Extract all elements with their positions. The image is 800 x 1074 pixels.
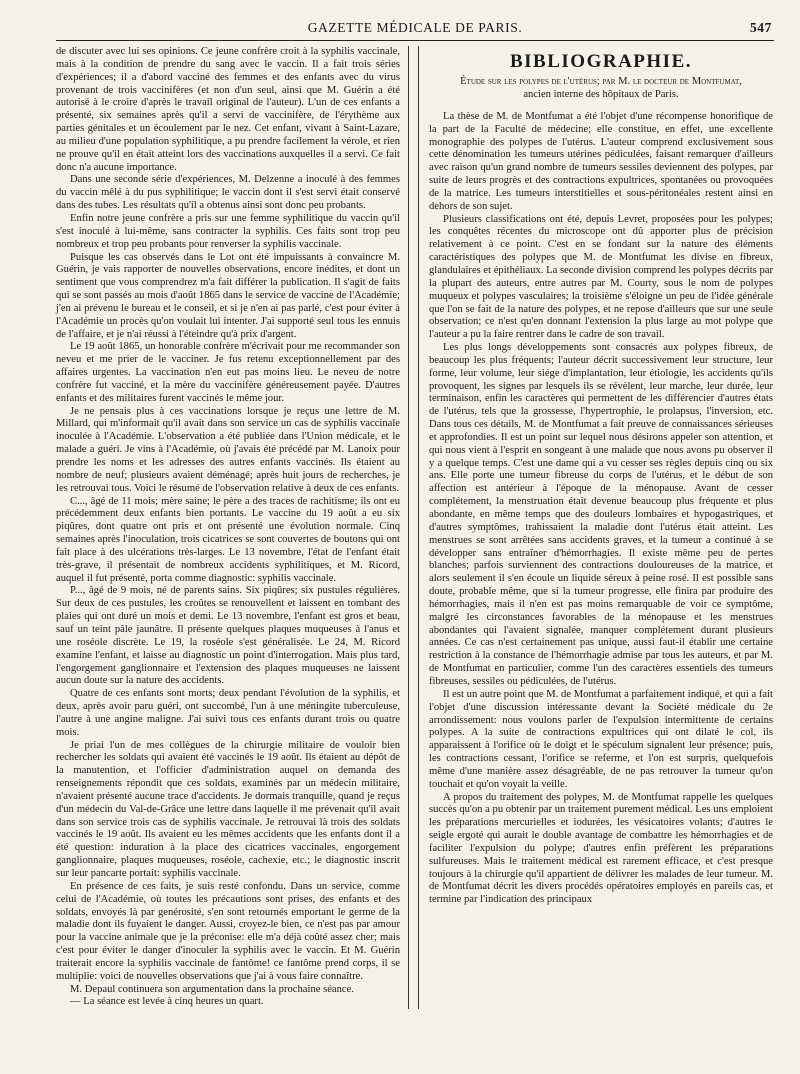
paragraph: de discuter avec lui ses opinions. Ce jeune confrère croit à la syphilis vaccinale, mais à la condition de prendre du sang avec le vaccin. Il a fait trois séries d'expériences; il a d'abord vacciné des femmes et des enfants avec du virus provenant de trois vaccinifères (et non d'un seul, ainsi que M. Guérin a été autorisé à le croire d'après le travail original de l'auteur). L'un de ces enfants a présenté, six semaines après qu'il a servi de vaccinifère, de l'érythème aux parties génitales et un écoulement par le nez. Cet enfant, vivant à Saint-Lazare, au milieu d'une population syphilitique, a pu prendre facilement la vérole, et rien ne prouve qu'il en était atteint lors des vaccinations auxquelles il a servi. Ce fait donc n'a aucune importance. <box>56 46 400 173</box>
paragraph: Enfin notre jeune confrère a pris sur une femme syphilitique du vaccin qu'il s'est inoculé à lui-même, sans contracter la syphilis. Ces faits sont trop peu nombreux et trop peu probants pour renverser la syphilis vaccinale. <box>56 212 400 250</box>
article-heading-title: Étude sur les polypes de l'utérus; par M. le docteur de Montfumat, <box>460 75 742 87</box>
paragraph: Les plus longs développements sont consacrés aux polypes fibreux, de beaucoup les plus fréquents; l'auteur décrit successivement leur structure, leur forme, leur volume, leur siége d'implantation, leur étiologie, les accidents qu'ils provoquent, les signes par lesquels ils se révèlent, leur marche, leur durée, leur terminaison, enfin les caractères qui permettent de les différencier d'autres états de l'utérus, tels que la grossesse, l'hypertrophie, le prolapsus, l'inversion, etc. Dans tous ces détails, M. de Montfumat a fait preuve de connaissances sérieuses et approfondies. Il est un point sur lequel nous désirons appeler son attention, et qui nous vient à l'esprit en songeant à une malade que nous avons pu observer il y a quelque temps. C'est une dame qui a vu cesser ses règles depuis cinq ou six ans. Elle porte une tumeur fibreuse du corps de l'utérus, et le début de son affection est antérieur à l'époque de la ménopause. Avant de cesser complétement, la menstruation était devenue beaucoup plus fréquente et plus abondante, en même temps que des douleurs lombaires et hypogastriques, et d'autres symptômes, trahissaient la maladie dont l'utérus était atteint. Les menstrues se sont arrêtées sans accidents graves, et la tumeur a continué à se développer sans entraîner d'hémorrhagies. Il existe même peu de pertes blanches; parfois surviennent des contractions douloureuses de la matrice, et alors seulement il s'en écoule un liquide séreux à peine rosé. Il est possible sans doute, probable même, que si la tumeur progresse, elle finira par produire des hémorrhagies, mais il n'en est pas moins remarquable de voir ce symptôme, malgré les circonstances favorables de la ménopause et les menstrues abondantes qui l'avaient signalée, manquer complétement durant plusieurs années. Ce cas n'est certainement pas unique, aussi faut-il établir une certaine restriction à la constance de l'hémorrhagie admise par tous les auteurs, et par M. de Montfumat en particulier, comme l'un des caractères essentiels des tumeurs fibreuses, sessiles ou pédiculées, de l'utérus. <box>429 342 773 687</box>
paragraph: M. Depaul continuera son argumentation dans la prochaine séance. <box>70 983 354 995</box>
paragraph: Il est un autre point que M. de Montfumat a parfaitement indiqué, et qui a fait l'objet d'une discussion intéressante devant la Société médicale du 2e arrondissement: nous voulons parler de l'expulsion intermittente de certains polypes. A la suite de contractions expultrices qui ont dilaté le col, ils apparaissent à l'orifice où le doigt et le spéculum signalent leur présence; puis, les contractions cessant, l'orifice se referme, et l'on est surpris, quelquefois même d'une manière assez désagréable, de ne pas retrouver la tumeur qu'on touchait et qu'on voyait la veille. <box>429 688 773 790</box>
paragraph: C..., âgé de 11 mois; mère saine; le père a des traces de rachitisme; ils ont eu précédemment deux enfants bien portants. Le vaccine du 19 août a eu six piqûres, dont quatre ont pris et ont présenté une évolution normale. Cinq semaines après l'inoculation, trois cicatrices se sont couvertes de boutons qui ont fait place à des ulcérations très-larges. Le 13 novembre, l'état de l'enfant était très-grave, il présentait de nombreux accidents syphilitiques, et M. Ricord, auquel il fut présenté, porta comme diagnostic: syphilis vaccinale. <box>56 495 400 584</box>
paragraph: Le 19 août 1865, un honorable confrère m'écrivait pour me recommander son neveu et me prier de le vacciner. Je fus retenu exceptionnellement par des affaires urgentes. La vaccination n'en eut pas moins lieu. Le neveu de notre confrère fut vacciné, et la mère du vaccinifère généreusement payée. D'autres enfants et des militaires furent vaccinés le même jour. <box>56 341 400 404</box>
paragraph: Je ne pensais plus à ces vaccinations lorsque je reçus une lettre de M. Millard, qui m'informait qu'il avait dans son service un cas de syphilis vaccinale inoculée à l'Académie. L'observation a été publiée dans l'Union médicale, et le malade a guéri. Je vins à l'Académie, où j'avais été précédé par M. Lanoix pour prendre les noms et les adresses des autres enfants vaccinés. Ils étaient au nombre de neuf; plusieurs avaient déménagé; après huit jours de recherches, je les retrouvai tous. Voici le résumé de l'observation relative à deux de ces enfants. <box>56 405 400 494</box>
paragraph: Dans une seconde série d'expériences, M. Delzenne a inoculé à des femmes du vaccin mêlé à du pus syphilitique; le vaccin dont il s'est servi était conservé dans des tubes. Les résultats qu'il a obtenus ainsi sont donc peu probants. <box>56 174 400 212</box>
paragraph: — La séance est levée à cinq heures un quart. <box>70 996 264 1008</box>
section-title: BIBLIOGRAPHIE. <box>509 51 692 72</box>
paragraph: Puisque les cas observés dans le Lot ont été impuissants à convaincre M. Guérin, je vais rapporter de nouvelles observations, encore inédites, et dont un sentiment que vous comprendrez m'a fait différer la publication. Il s'agit de faits qui se sont passés au mois d'août 1865 dans le service de vaccine de l'Académie; j'en ai prévenu le bureau et le conseil, et si je n'en ai pas parlé, c'est pour éviter à l'Académie un procès qu'on voulait lui intenter. J'ai supporté seul tous les ennuis de l'affaire, et je n'ai réussi à l'éteindre qu'à prix d'argent. <box>56 251 400 340</box>
paragraph: La thèse de M. de Montfumat a été l'objet d'une récompense honorifique de la part de la Faculté de médecine; elle constitue, en effet, une excellente monographie des polypes de l'utérus. L'auteur comprend exclusivement sous cette dénomination les tumeurs utérines pédiculées, faisant remarquer d'ailleurs avec raison qu'un grand nombre de tumeurs sessiles deviennent des polypes, par suite de leurs progrès et des contractions expultrices, spontanées ou provoquées de la matrice. Les tumeurs interstitielles et sous-péritonéales restent ainsi en dehors de son sujet. <box>429 110 773 212</box>
article-heading-subtitle: ancien interne des hôpitaux de Paris. <box>523 88 679 100</box>
left-column <box>56 46 400 1009</box>
page-number: 547 <box>749 20 772 35</box>
paragraph: En présence de ces faits, je suis resté confondu. Dans un service, comme celui de l'Académie, où toutes les précautions sont prises, des enfants et des soldats, envoyés là par genérosité, s'en sont retournés emportant le germe de la maladie dont ils fuyaient le danger. Aussi, croyez-le bien, ce n'est pas par amour pour la vaccine animale que je la préconise: elle m'a déjà coûté assez cher; mais c'est pour éviter le danger d'inoculer la syphilis avec le vaccin. Et M. Guérin traiterait encore la syphilis vaccinale de fantôme! ce fantôme prend corps, il se multiplie: voici de nouvelles observations que j'ai à vous faire connaître. <box>56 880 400 982</box>
article-heading <box>429 75 773 101</box>
paragraph: Plusieurs classifications ont été, depuis Levret, proposées pour les polypes; les conquêtes récentes du microscope ont dû apporter plus de précision relativement à ce point. C'est en se fondant sur la nature des éléments caractéristiques des polypes que M. de Montfumat les divise en fibreux, glandulaires et épithéliaux. La seconde division comprend les polypes décrits par la plupart des auteurs, entre autres par M. Courty, sous le nom de polypes muqueux et polypes vasculaires; la troisième s'éloigne un peu de l'idée générale que l'on se fait de la nature des polypes, et ne repose d'ailleurs que sur une seule observation; ce n'est qu'en donnant l'extension la plus large au mot polype que l'auteur a pu la faire rentrer dans le cadre de son travail. <box>429 213 773 341</box>
paragraph: Quatre de ces enfants sont morts; deux pendant l'évolution de la syphilis, et deux, après avoir paru guéri, ont succombé, l'un à une méningite tuberculeuse, l'autre à une angine maligne. J'ai suivi tous ces enfants durant trois ou quatre mois. <box>56 688 400 738</box>
two-column-body <box>56 46 774 1009</box>
page-header <box>56 18 774 41</box>
column-divider <box>408 46 409 1009</box>
paragraph: A propos du traitement des polypes, M. de Montfumat rappelle les quelques succès qu'on a pu obtenir par un traitement purement médical. Les uns emploient les préparations mercurielles et iodurées, les vésicatoires volants; d'autres le seigle ergoté qui aurait le double avantage de combattre les hémorrhagies et de faciliter l'expulsion du polype; d'autres enfin préfèrent les préparations sulfureuses. Mais le traitement médical est rarement efficace, et c'est presque toujours à la chirurgie qu'il appartient de délivrer les malades de leur tumeur. M. de Montfumat décrit les divers procédés opératoires employés en pareils cas, et termine par l'indication des principaux <box>429 791 773 906</box>
paragraph: P..., âgé de 9 mois, né de parents sains. Six piqûres; six pustules régulières. Sur deux de ces pustules, les croûtes se renouvellent et laissent en tombant des plaies qui ont duré un mois et demi. Le 13 novembre, l'enfant est gros et beau, sauf un teint pâle jaunâtre. Il présente quelques plaques muqueuses à l'anus et une roséole discrète. Le 19, la roséole s'est généralisée. Le 24, M. Ricord examine l'enfant, et laisse au diagnostic un point d'interrogation. Mais plus tard, l'engorgement ganglionnaire et l'extension des plaques muqueuses ne laissent aucun doute sur la nature des accidents. <box>56 585 400 687</box>
right-column <box>429 46 773 1009</box>
column-divider <box>418 46 419 1009</box>
paragraph: Je priai l'un de mes collègues de la chirurgie militaire de vouloir bien rechercher les soldats qui avaient été vaccinés le 19 août. Ils étaient au dépôt de la manutention, et l'officier d'administration auquel on demanda des renseignements répondit que ces soldats, examinés par un médecin militaire, n'avaient présenté aucune trace d'accidents. Je dormais tranquille, quand je reçus d'un médecin du Val-de-Grâce une lettre dans laquelle il me prévenait qu'il avait dans son service trois cas de syphilis vaccinale. Je retrouvai là trois des soldats vaccinés le 19 août. Ils avaient eu les mêmes accidents que les enfants dont il a été question: induration à la place des cicatrices vaccinales, engorgement ganglionnaire, plaques muqueuses, roséole, cachexie, etc.; le diagnostic inscrit sur leur pancarte portait: syphilis vaccinale. <box>56 739 400 879</box>
journal-title: GAZETTE MÉDICALE DE PARIS. <box>307 20 523 35</box>
